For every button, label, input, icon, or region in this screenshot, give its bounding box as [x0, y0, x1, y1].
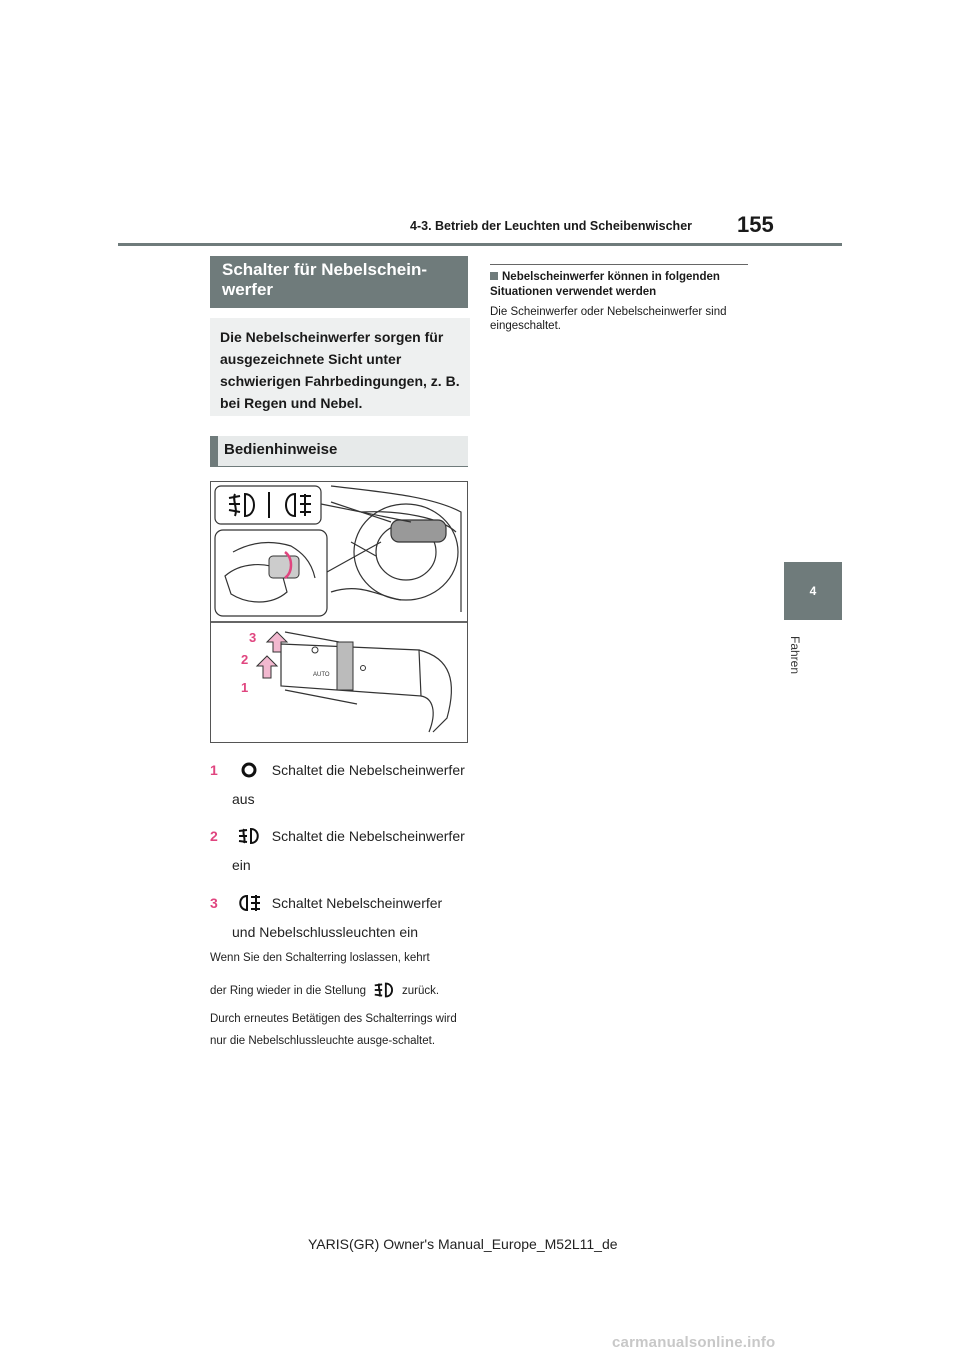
rear-fog-icon	[236, 894, 262, 912]
right-text: Die Scheinwerfer oder Nebelscheinwerfer sind eingeschaltet.	[490, 306, 727, 332]
chapter-label: Fahren	[788, 635, 802, 675]
chapter-tab	[784, 562, 842, 620]
front-fog-icon	[236, 827, 262, 845]
item-number: 3	[210, 895, 218, 911]
dashboard-drawing	[331, 486, 461, 612]
page-number: 155	[737, 212, 774, 237]
right-rule	[490, 264, 748, 265]
item-1-continued: aus	[232, 791, 255, 807]
topic-title: Schalter für Nebelschein-werfer	[210, 256, 468, 308]
item-text: Schaltet die Nebelscheinwerfer	[271, 762, 465, 778]
illustration-svg	[211, 482, 467, 742]
section-title: 4-3. Betrieb der Leuchten und Scheibenwischer	[410, 219, 693, 233]
item-number: 1	[210, 762, 218, 778]
item-number: 2	[210, 828, 218, 844]
auto-label: AUTO	[313, 672, 330, 678]
note-release-line-2: der Ring wieder in die Stellung zurück.	[210, 980, 470, 1002]
callout-2: 2	[241, 652, 249, 667]
intro-text: Die Nebelscheinwerfer sorgen für ausgezeichnete Sicht unter schwierigen Fahrbedingungen, z. B. bei Regen und Nebel.	[210, 318, 470, 416]
note-release-line-1: Wenn Sie den Schalterring loslassen, kehrt	[210, 952, 430, 964]
note-repeat: Durch erneutes Betätigen des Schalterrings wird nur die Nebelschlussleuchte ausge-schaltet.	[210, 1013, 457, 1047]
callout-numbers	[241, 630, 256, 695]
front-fog-icon	[372, 980, 396, 1000]
hand-inset	[215, 530, 381, 616]
header-rule	[118, 243, 842, 246]
right-heading: Nebelscheinwerfer können in folgenden Situationen verwendet werden	[490, 271, 720, 298]
item-3	[210, 894, 442, 912]
item-3-continued: und Nebelschlussleuchten ein	[232, 924, 419, 940]
footer-text: YARIS(GR) Owner's Manual_Europe_M52L11_de	[308, 1236, 618, 1252]
item-2-continued: ein	[232, 857, 251, 873]
item-text: Schaltet Nebelscheinwerfer	[271, 895, 443, 911]
off-icon	[236, 761, 262, 779]
callout-1: 1	[241, 680, 249, 695]
item-1	[210, 761, 465, 779]
subheading: Bedienhinweise	[210, 436, 468, 467]
chapter-number: 4	[809, 584, 817, 598]
callout-3: 3	[249, 630, 257, 645]
item-2	[210, 827, 465, 845]
item-text: Schaltet die Nebelscheinwerfer	[271, 828, 465, 844]
stalk-drawing	[281, 632, 451, 732]
bullet-square	[490, 272, 498, 280]
fog-switch-illustration	[210, 481, 468, 743]
watermark: carmanualsonline.info	[612, 1334, 776, 1351]
